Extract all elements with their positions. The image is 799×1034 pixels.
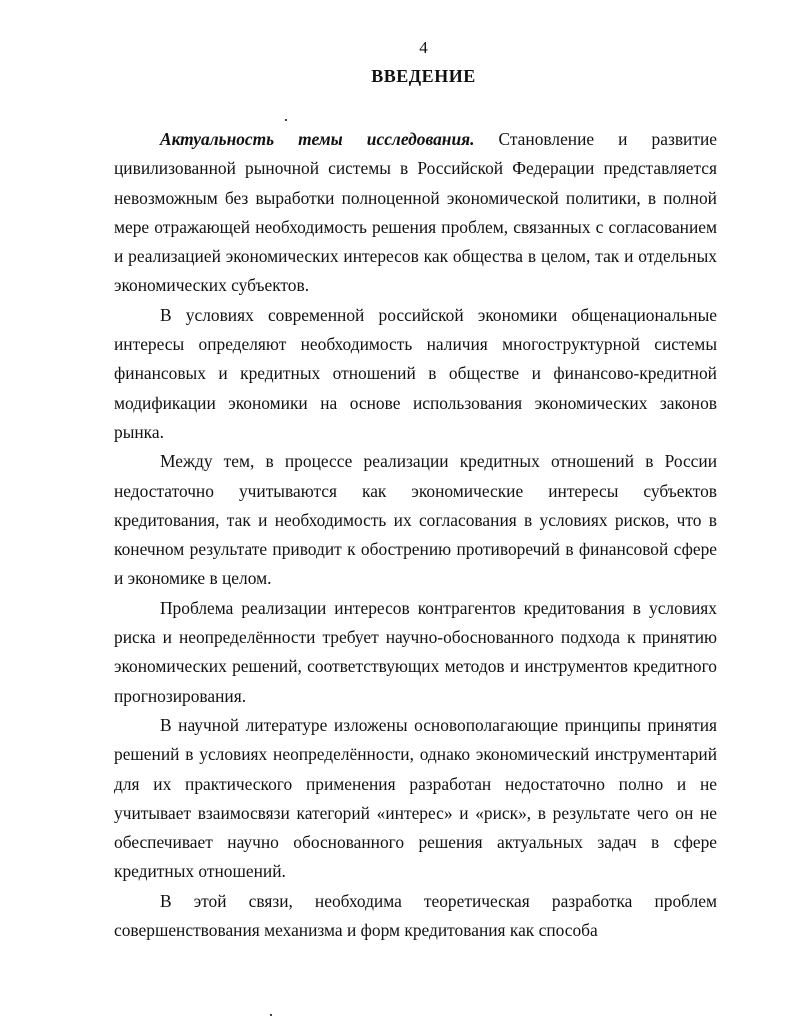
document-body [114,125,717,945]
scan-speck [270,1014,272,1016]
paragraph: В условиях современной российской экономики общенациональные интересы определяют необходимость наличия многоструктурной системы финансовых и кредитных отношений в обществе и финансово-кредитной модификации экономики на основе использования экономических законов рынка. [114,304,717,442]
paragraph: В научной литературе изложены основополагающие принципы принятия решений в условиях неопределённости, однако экономический инструментарий для их практического применения разработан недостаточно полно и не учитывает взаимосвязи категорий «интерес» и «риск», в результате чего он не обеспечивает научно обоснованного решения актуальных задач в сфере кредитных отношений. [114,714,717,882]
paragraph: В этой связи, необходима теоретическая разработка проблем совершенствования механизма и форм кредитования как способа [114,890,717,941]
paragraph: Проблема реализации интересов контрагентов кредитования в условиях риска и неопределённости требует научно-обоснованного подхода к принятию экономических решений, соответствующих методов и инструментов кредитного прогнозирования. [114,597,717,706]
paragraph-lead: Актуальность темы исследования. [160,129,475,149]
paragraph-relevance [114,125,717,301]
page-title: ВВЕДЕНИЕ [371,66,476,86]
paragraph-text: Становление и развитие цивилизованной рыночной системы в Российской Федерации представляется невозможным без выработки полноценной экономической политики, в полной мере отражающей необходимость решения проблем, связанных с согласованием и реализацией экономических интересов как общества в целом, так и отдельных экономических субъектов. [114,129,717,296]
page-number: 4 [419,38,428,57]
paragraph: Между тем, в процессе реализации кредитных отношений в России недостаточно учитываются как экономические интересы субъектов кредитования, так и необходимость их согласования в условиях рисков, что в конечном результате приводит к обострению противоречий в финансовой сфере и экономике в целом. [114,451,717,589]
scan-speck [285,119,287,121]
